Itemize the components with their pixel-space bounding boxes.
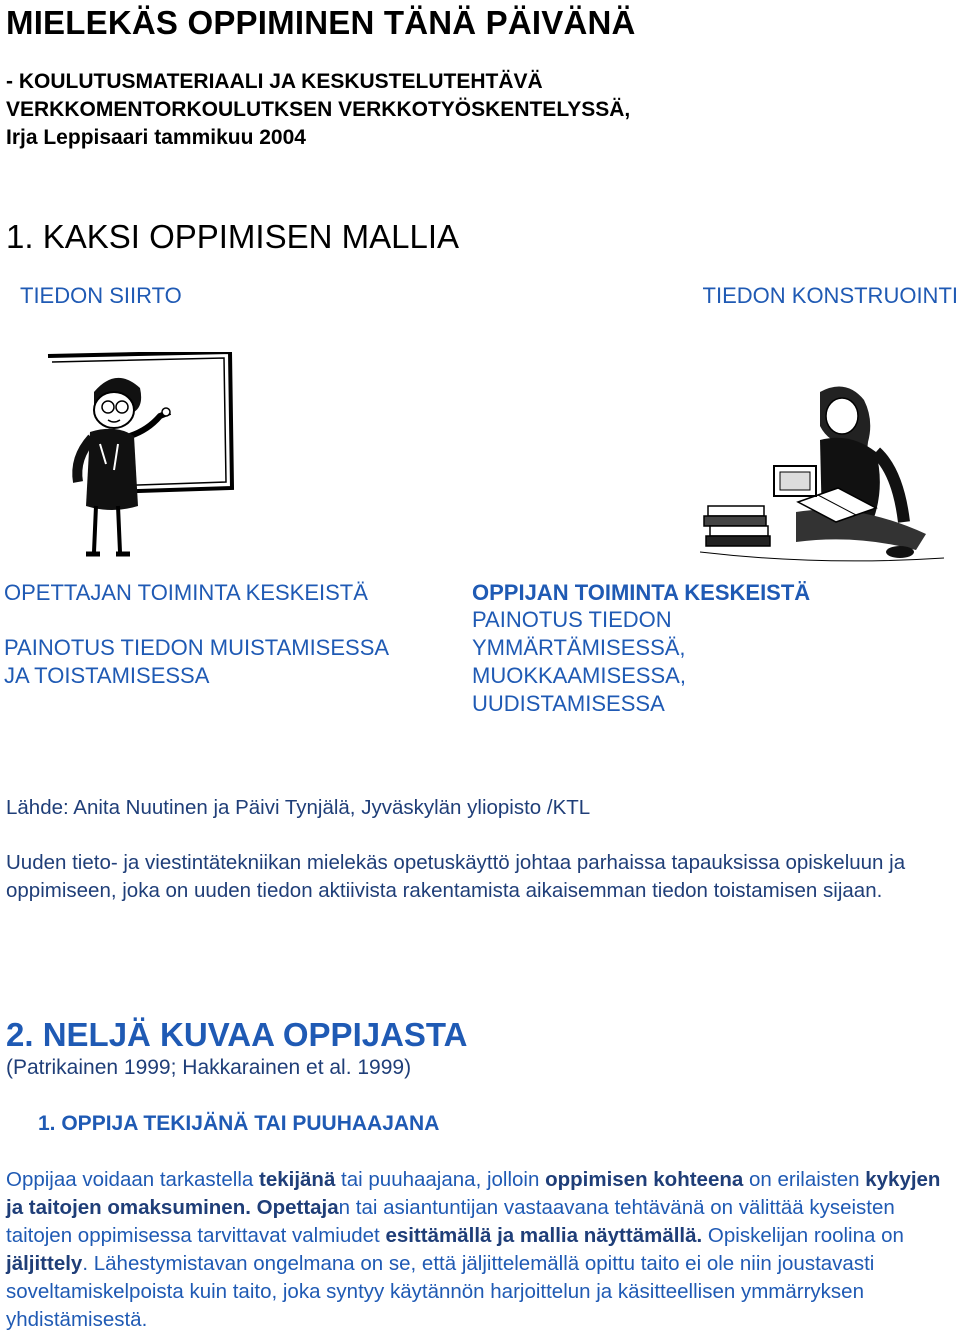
section-1-title: 1. KAKSI OPPIMISEN MALLIA [6,218,459,255]
body-text: tai puuhaajana, jolloin [335,1168,546,1191]
right-body-line: PAINOTUS TIEDON [472,607,672,632]
subsection-1-paragraph [6,1166,951,1334]
subtitle-line-1: - KOULUTUSMATERIAALI JA KESKUSTELUTEHTÄVÄ [6,70,543,93]
right-model-heading: OPPIJAN TOIMINTA KESKEISTÄ [472,580,811,605]
subtitle-line-3: Irja Leppisaari tammikuu 2004 [6,126,306,149]
emphasis-text: kykyjen ja taitojen omaksuminen. [6,1168,941,1219]
emphasis-text: Opettaja [256,1196,339,1219]
right-body-line: UUDISTAMISESSA [472,691,665,716]
right-model-label: TIEDON KONSTRUOINTI [702,283,958,308]
emphasis-text: esittämällä ja mallia näyttämällä. [385,1224,703,1247]
right-body-line: MUOKKAAMISESSA, [472,663,686,688]
left-body-line: JA TOISTAMISESSA [4,663,210,688]
body-text: n tai asiantuntijan vastaavana tehtävänä on välittää kyseisten taitojen oppimisessa tarvittavat valmiudet [6,1196,895,1247]
right-body-line: YMMÄRTÄMISESSÄ, [472,635,686,660]
body-text: Oppijaa voidaan tarkastella [6,1168,259,1191]
body-text: on erilaisten [743,1168,866,1191]
emphasis-text: oppimisen kohteena [545,1168,744,1191]
left-model-label: TIEDON SIIRTO [20,283,182,308]
body-text: Opiskelijan roolina on [702,1224,904,1247]
left-body-line: PAINOTUS TIEDON MUISTAMISESSA [4,635,390,660]
emphasis-text: tekijänä [259,1168,336,1191]
teacher-illustration [38,352,260,572]
left-model-body [4,634,389,690]
source-citation: Lähde: Anita Nuutinen ja Päivi Tynjälä, Jyväskylän yliopisto /KTL [6,796,591,819]
subsection-1-title: 1. OPPIJA TEKIJÄNÄ TAI PUUHAAJANA [38,1112,440,1135]
right-model-body [472,606,686,718]
emphasis-text: jäljittely [6,1252,83,1275]
body-text: . Lähestymistavan ongelmana on se, että jäljittelemällä opittu taito ei ole niin joustavasti soveltamiskelpoista kuin taito, joka syntyy käytännön harjoittelun ja käsitteellisen ymmärryksen yhdistämisestä. [6,1252,875,1331]
section-2-title: 2. NELJÄ KUVAA OPPIJASTA [6,1016,468,1053]
page-title: MIELEKÄS OPPIMINEN TÄNÄ PÄIVÄNÄ [6,4,636,41]
intro-paragraph: Uuden tieto- ja viestintätekniikan mielekäs opetuskäyttö johtaa parhaissa tapauksissa opiskeluun ja oppimiseen, joka on uuden tiedon aktiivista rakentamista aikaisemman tiedon toistamisen sijaan. [6,851,906,902]
student-illustration [700,382,945,572]
subtitle-line-2: VERKKOMENTORKOULUTKSEN VERKKOTYÖSKENTELYSSÄ, [6,98,631,121]
section-2-reference: (Patrikainen 1999; Hakkarainen et al. 1999) [6,1056,412,1079]
left-model-heading: OPETTAJAN TOIMINTA KESKEISTÄ [4,580,368,605]
